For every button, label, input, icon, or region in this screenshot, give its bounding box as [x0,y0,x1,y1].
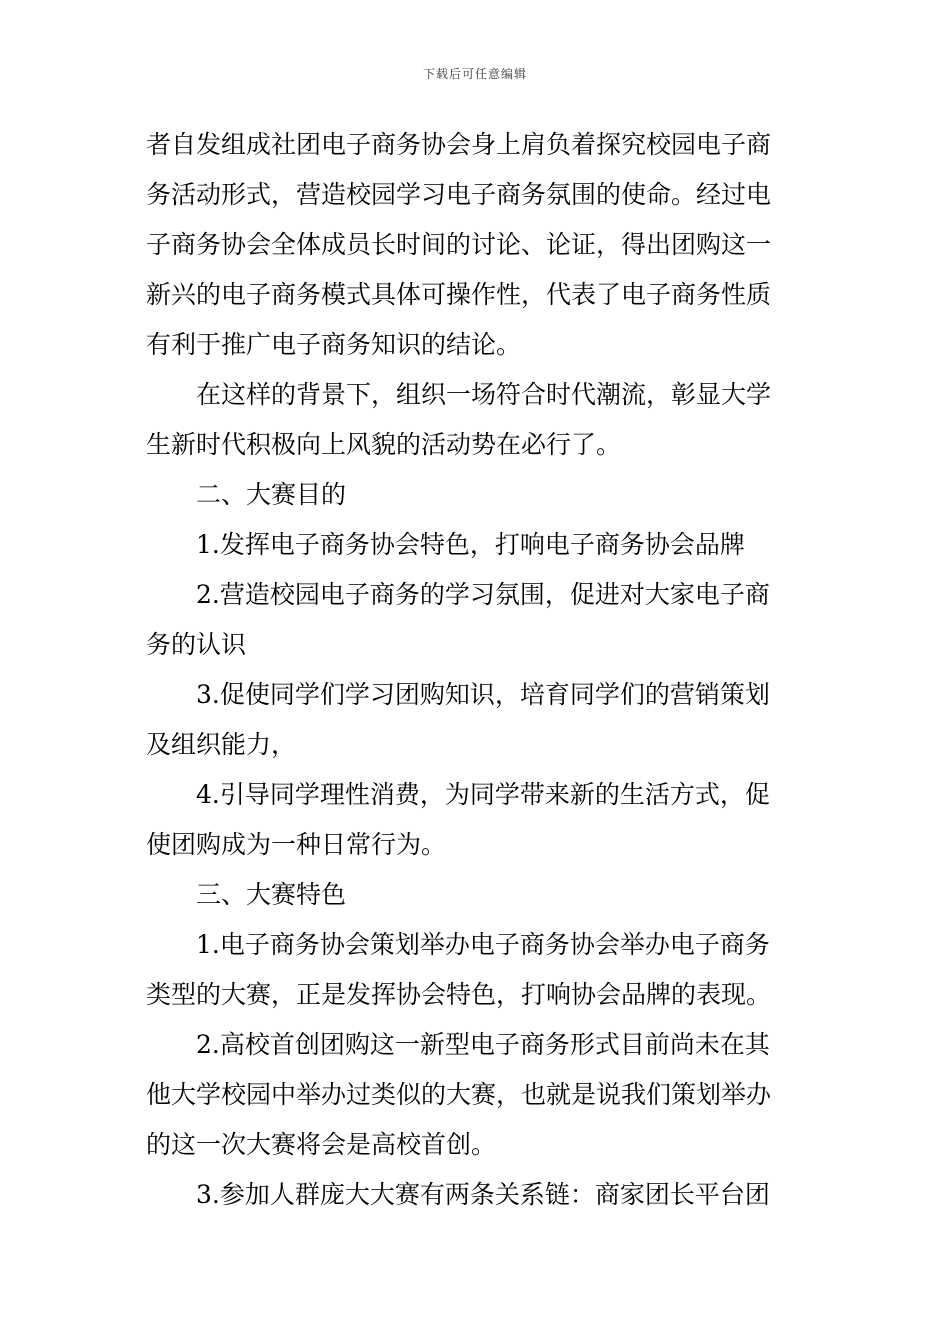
section-heading: 二、大赛目的 [196,480,347,509]
list-item: 4.引导同学理性消费，为同学带来新的生活方式，促 [196,780,770,809]
text-line: 他大学校园中举办过类似的大赛，也就是说我们策划举办 [146,1080,772,1109]
list-item: 1.电子商务协会策划举办电子商务协会举办电子商务 [196,930,770,959]
list-item: 2.高校首创团购这一新型电子商务形式目前尚未在其 [196,1030,770,1059]
text-line: 的这一次大赛将会是高校首创。 [146,1130,497,1159]
paragraph-start: 在这样的背景下，组织一场符合时代潮流，彰显大学 [196,380,772,409]
text-line: 有利于推广电子商务知识的结论。 [146,330,522,359]
page-header: 下载后可任意编辑 [422,67,527,81]
text-line: 新兴的电子商务模式具体可操作性，代表了电子商务性质 [146,280,772,309]
document-body [146,120,808,1220]
text-line: 使团购成为一种日常行为。 [146,830,447,859]
text-line: 子商务协会全体成员长时间的讨论、论证，得出团购这一 [146,230,772,259]
text-line: 生新时代积极向上风貌的活动势在必行了。 [146,430,622,459]
list-item: 2.营造校园电子商务的学习氛围，促进对大家电子商 [196,580,770,609]
list-item: 3.促使同学们学习团购知识，培育同学们的营销策划 [196,680,770,709]
text-line: 及组织能力， [146,730,297,759]
text-line: 务活动形式，营造校园学习电子商务氛围的使命。经过电 [146,180,772,209]
list-item: 3.参加人群庞大大赛有两条关系链：商家团长平台团 [196,1180,770,1209]
list-item: 1.发挥电子商务协会特色，打响电子商务协会品牌 [196,530,745,559]
section-heading: 三、大赛特色 [196,880,347,909]
text-line: 类型的大赛，正是发挥协会特色，打响协会品牌的表现。 [146,980,772,1009]
text-line: 务的认识 [146,630,247,659]
text-line: 者自发组成社团电子商务协会身上肩负着探究校园电子商 [146,130,772,159]
